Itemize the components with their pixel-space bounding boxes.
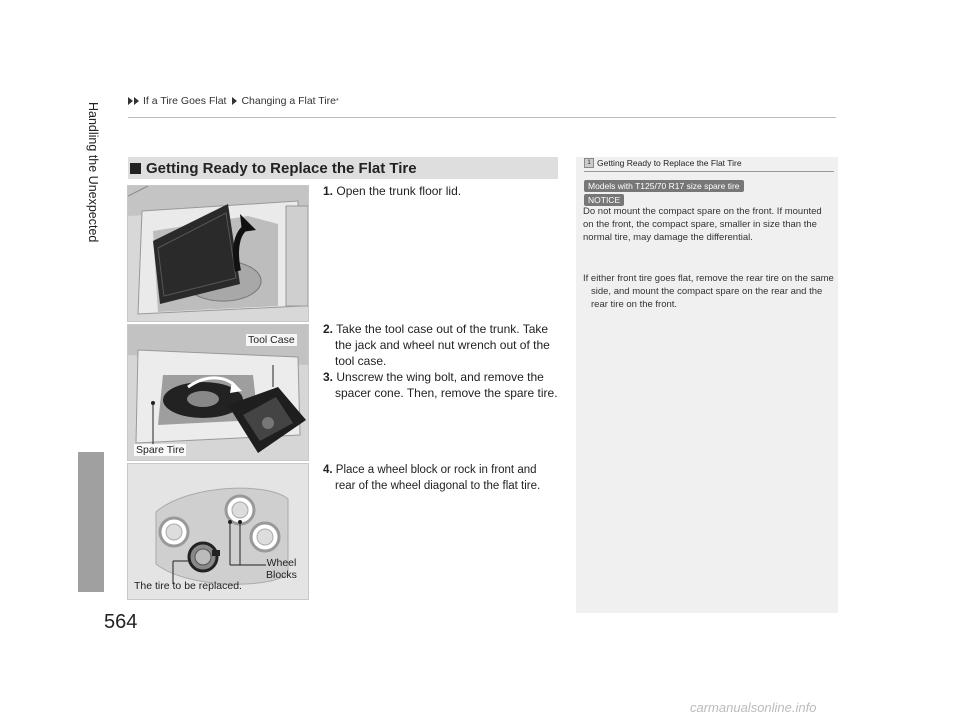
figure-tool-case-spare-tire xyxy=(127,324,309,461)
step-number: 3. xyxy=(323,370,334,384)
tool-case-label: Tool Case xyxy=(248,334,295,346)
note-header-title: Getting Ready to Replace the Flat Tire xyxy=(597,158,742,168)
step-number: 1. xyxy=(323,184,334,198)
note-paragraph-2: If either front tire goes flat, remove the rear tire on the same side, and mount the compact spare on the rear and the rear tire on the front. xyxy=(583,273,834,310)
breadcrumb-arrow-icon xyxy=(134,97,139,105)
breadcrumb-level1[interactable]: If a Tire Goes Flat xyxy=(143,95,227,107)
note-rule xyxy=(584,171,834,172)
breadcrumb xyxy=(128,95,339,107)
step-3 xyxy=(323,369,558,401)
wheel-blocks-line1: Wheel xyxy=(266,557,297,569)
step-text: Unscrew the wing bolt, and remove the spacer cone. Then, remove the spare tire. xyxy=(335,370,558,400)
breadcrumb-level2[interactable]: Changing a Flat Tire xyxy=(241,95,337,107)
wheel-blocks-line2: Blocks xyxy=(266,569,297,581)
footnote-mark: * xyxy=(336,97,339,105)
figure-wheel-blocks xyxy=(127,463,309,600)
section-square-icon xyxy=(130,163,141,174)
page-number: 564 xyxy=(104,611,138,633)
step-text: Take the tool case out of the trunk. Take the jack and wheel nut wrench out of the tool case. xyxy=(335,322,550,368)
model-badge: Models with T125/70 R17 size spare tire xyxy=(584,180,744,192)
tire-to-replace-label: The tire to be replaced. xyxy=(134,580,242,592)
spare-tire-label: Spare Tire xyxy=(136,444,185,456)
wheel-blocks-label xyxy=(264,557,299,581)
breadcrumb-arrow-icon xyxy=(128,97,133,105)
header-rule xyxy=(128,117,836,118)
chapter-side-label: Handling the Unexpected xyxy=(86,102,100,243)
notice-badge: NOTICE xyxy=(584,194,624,206)
section-title: Getting Ready to Replace the Flat Tire xyxy=(146,159,417,177)
note-paragraph-1: Do not mount the compact spare on the front. If mounted on the front, the compact spare, smaller in size than the normal tire, may damage the differential. xyxy=(583,206,822,243)
step-text: Open the trunk floor lid. xyxy=(336,184,462,198)
step-text: Place a wheel block or rock in front and rear of the wheel diagonal to the flat tire. xyxy=(335,464,541,492)
step-number: 2. xyxy=(323,322,334,336)
step-2 xyxy=(323,321,558,369)
chapter-tab xyxy=(78,452,104,592)
step-1 xyxy=(323,183,558,199)
step-4 xyxy=(323,462,558,494)
watermark: carmanualsonline.info xyxy=(690,700,817,715)
breadcrumb-arrow-icon xyxy=(232,97,237,105)
step-number: 4. xyxy=(323,464,333,476)
trunk-floor-lid-illustration xyxy=(128,186,308,321)
note-header xyxy=(584,158,742,168)
section-header xyxy=(128,157,558,179)
note-ref-icon: 1 xyxy=(584,158,594,168)
figure-trunk-floor-lid xyxy=(127,185,309,322)
